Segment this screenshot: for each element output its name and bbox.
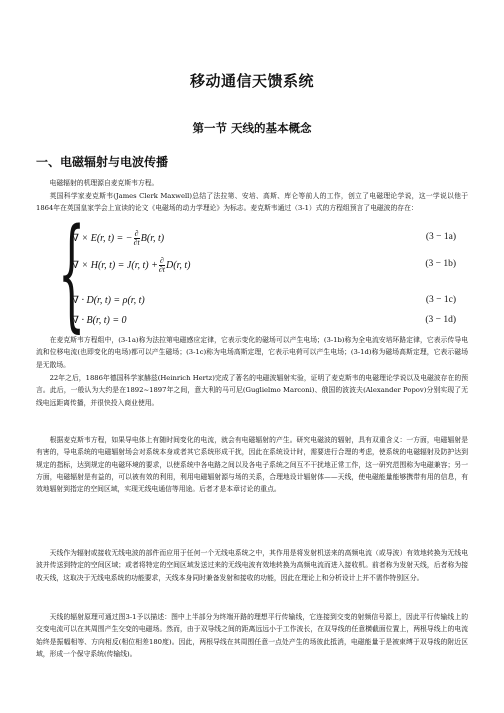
equation-number: (3 − 1c) [425, 295, 456, 305]
equation-number: (3 − 1a) [425, 232, 456, 242]
derivative-fraction: $\frac{\partial}{\partial t}$ [133, 229, 140, 247]
equation-row [72, 295, 462, 311]
paragraph: 在麦克斯韦方程组中，(3-1a)称为法拉第电磁感应定律，它表示变化的磁场可以产生电场；(3-1b)称为全电流安培环路定律，它表示传导电流和位移电流(也即变化的电场)都可以产生磁场；(3-1c)称为电场高斯定理，它表示电荷可以产生电场；(3-1d)称为磁场高斯定理，它表示磁场是无散场。 [36, 336, 468, 369]
paragraph: 22年之后，1886年德国科学家赫兹(Heinrich Hertz)完成了著名的电磁波辐射实验，证明了麦克斯韦的电磁理论学说以及电磁波存在的预言。此后，一般认为大约是在1892~1897年之间，意大利的马可尼(Guglielmo Marconi)、俄国的波波夫(Alexander Popov)分别实现了无线电远距离传播，并很快投入商业使用。 [36, 374, 468, 407]
paragraph: 天线的辐射原理可通过图3-1予以描述：图中上半部分为终端开路的理想平行传输线，它连接到交变的射频信号源上，因此平行传输线上的交变电流可以在其周围产生交变的电磁场。然而，由于双导线之间的距离远远小于工作波长，在双导线的任意横截面位置上，两根导线上的电流始终是振幅相等、方向相反(相位相差180度)。因此，两根导线在其周围任意一点处产生的场彼此抵消，电磁能量于是被束缚于双导线的附近区域，形成一个保守系统(传输线)。 [36, 613, 468, 658]
equation-body: ∇ · B(r, t) = 0 [72, 315, 127, 326]
equation-body: ∇ × H(r, t) = J(r, t) + $\frac{\partial}{\partial t}$ D(r, t) [72, 256, 191, 274]
left-brace: { [58, 202, 86, 344]
document-title: 移动通信天馈系统 [189, 72, 314, 90]
derivative-fraction: $\frac{\partial}{\partial t}$ [158, 256, 166, 274]
equation-row [72, 257, 462, 273]
paragraph: 英国科学家麦克斯韦(James Clerk Maxwell)总结了法拉第、安培、高斯、库仑等前人的工作，创立了电磁理论学说，这一学说以他于1864年在英国皇家学会上宣读的论文《电磁场的动力学理论》为标志。麦克斯韦通过（3-1）式的方程组预言了电磁波的存在： [36, 192, 468, 213]
equation-body: ∇ · D(r, t) = ρ(r, t) [72, 295, 145, 306]
equation-row [72, 230, 462, 246]
equation-number: (3 − 1b) [425, 259, 456, 269]
section-title: 第一节 天线的基本概念 [192, 121, 312, 135]
equation-number: (3 − 1d) [425, 315, 456, 325]
paragraph: 电磁辐射的机理源自麦克斯韦方程。 [49, 179, 159, 187]
paragraph: 根据麦克斯韦方程，如果导电体上有随时间变化的电流，就会有电磁辐射的产生。研究电磁波的辐射，具有双重含义：一方面，电磁辐射是有害的，导电系统的电磁辐射场会对系统本身或者其它系统形成干扰，因此在系统设计时，需要进行合理的考虑，使系统的电磁辐射及防护达到规定的指标，达到规定的电磁环境的要求，以使系统中各电路之间以及各电子系统之间互不干扰地正常工作，这一研究范围称为电磁兼容；另一方面，电磁辐射是有益的，可以被有效的利用，利用电磁辐射源与场的关系，合理地设计辐射体——天线，使电磁能量能够携带有用的信息，有效地辐射到指定的空间区域，实现无线电通信等用途。后者才是本章讨论的重点。 [36, 436, 468, 494]
equation-row [72, 315, 462, 331]
subsection-heading: 一、电磁辐射与电波传播 [36, 155, 169, 169]
maxwell-equations [58, 202, 464, 344]
equation-body: ∇ × E(r, t) = − $\frac{\partial}{\partial t}$ B(r, t) [72, 229, 165, 247]
paragraph: 天线作为辐射或接收无线电波的部件而应用于任何一个无线电系统之中，其作用是将发射机送来的高频电流（或导波）有效地转换为无线电波并传送到特定的空间区域；或者将特定的空间区域发送过来的无线电波有效地转换为高频电流而进入接收机。前者称为发射天线，后者称为接收天线，这取决于无线电系统的功能要求，天线本身同时兼备发射和接收的功能，因此在理论上和分析设计上并不需作特别区分。 [36, 549, 468, 582]
